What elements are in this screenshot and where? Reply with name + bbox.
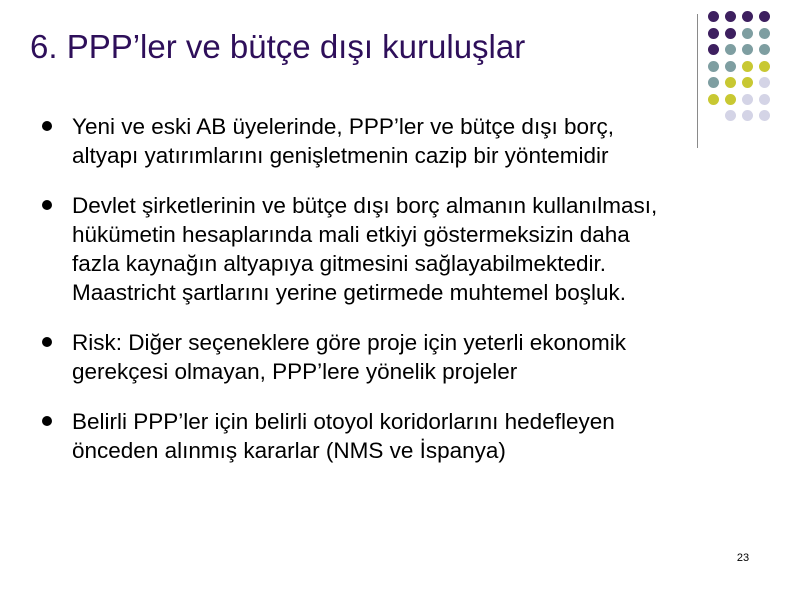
bullet-item [40, 191, 660, 307]
slide-title: 6. PPP’ler ve bütçe dışı kuruluşlar [30, 28, 526, 65]
bullet-dot-icon [42, 121, 52, 131]
decorative-dot [708, 77, 719, 88]
decorative-dot [742, 44, 753, 55]
bullet-text: Belirli PPP’ler için belirli otoyol koridorlarını hedefleyen önceden alınmış kararlar (NMS ve İspanya) [72, 409, 615, 463]
bullet-list [40, 112, 660, 486]
decorative-dot [725, 110, 736, 121]
decorative-dot [725, 94, 736, 105]
decorative-dot [742, 94, 753, 105]
decorative-dot [725, 61, 736, 72]
decorative-dot [725, 28, 736, 39]
decorative-dot [759, 44, 770, 55]
page-number: 23 [736, 552, 750, 564]
decorative-dot [742, 110, 753, 121]
decorative-dot-grid [708, 11, 788, 131]
bullet-dot-icon [42, 200, 52, 210]
decorative-dot [759, 61, 770, 72]
bullet-dot-icon [42, 337, 52, 347]
decorative-dot [742, 11, 753, 22]
decorative-dot [759, 77, 770, 88]
decorative-dot [725, 77, 736, 88]
decorative-dot [708, 11, 719, 22]
decorative-dot [742, 61, 753, 72]
title-divider-line [697, 14, 698, 148]
decorative-dot [742, 77, 753, 88]
bullet-text: Yeni ve eski AB üyelerinde, PPP’ler ve bütçe dışı borç, altyapı yatırımlarını genişletmenin cazip bir yöntemidir [72, 114, 614, 168]
decorative-dot [708, 28, 719, 39]
decorative-dot [759, 28, 770, 39]
decorative-dot [708, 44, 719, 55]
decorative-dot [742, 28, 753, 39]
bullet-item [40, 328, 660, 386]
bullet-item [40, 407, 660, 465]
decorative-dot [725, 44, 736, 55]
bullet-dot-icon [42, 416, 52, 426]
decorative-dot [759, 11, 770, 22]
decorative-dot [708, 61, 719, 72]
bullet-text: Risk: Diğer seçeneklere göre proje için yeterli ekonomik gerekçesi olmayan, PPP’lere yönelik projeler [72, 330, 626, 384]
decorative-dot [725, 11, 736, 22]
decorative-dot [759, 94, 770, 105]
bullet-item [40, 112, 660, 170]
bullet-text: Devlet şirketlerinin ve bütçe dışı borç almanın kullanılması, hükümetin hesaplarında mali etkiyi göstermeksizin daha fazla kaynağın altyapıya gitmesini sağlayabilmektedir. Maastricht şartlarını yerine getirmede muhtemel boşluk. [72, 193, 658, 305]
decorative-dot [708, 94, 719, 105]
decorative-dot [759, 110, 770, 121]
